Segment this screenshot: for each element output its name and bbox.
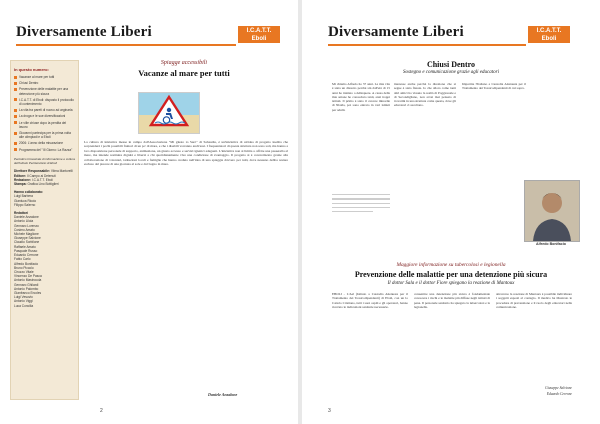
toc-item-label: La vita tra pareti di nuovo ad arginarla (19, 108, 73, 113)
staff-label: Stampa: (14, 182, 28, 187)
masthead-title: Diversamente Liberi (16, 24, 152, 40)
toc-item-label: Le ville chiuse dopo la perdita del lavoro (19, 120, 67, 129)
person-name: Cosimo Amato (14, 227, 35, 232)
bullet-square-icon (14, 98, 17, 101)
masthead-right (302, 22, 600, 50)
person-name: Vincenzo De Pasca (14, 274, 42, 279)
toc-item (14, 81, 75, 85)
signature-1: Giuseppe Salvione (545, 386, 572, 390)
badge-line-1-right: I.C.A.T.T. (536, 28, 562, 34)
icatt-badge-right (528, 26, 570, 43)
left-page (0, 0, 298, 424)
section-subtitle: Sostegno e comunicazione grazie agli educatori (403, 70, 499, 75)
bullet-square-icon (14, 142, 17, 145)
editors-list (14, 215, 75, 307)
toc-item-label: 2006: L'anno della misurazione (19, 141, 64, 146)
staff-row (14, 182, 75, 186)
bullet-square-icon (14, 82, 17, 85)
bullet-square-icon (14, 115, 17, 118)
toc-item (14, 98, 75, 106)
badge-line-1: I.C.A.T.T. (246, 28, 272, 34)
article-headline: Vacanze al mare per tutti (138, 68, 230, 78)
photo-caption: Alfredo Bonifacio (536, 242, 566, 246)
staff-label: Editore: (14, 173, 27, 178)
col1-text-fill (332, 194, 390, 215)
sidebar-heading: In questo numero: (14, 67, 49, 72)
article2-headline: Prevenzione delle malattie per una detenzione più sicura (354, 270, 548, 279)
prevention-col-1: EBOLI - L'Asl (Istituto a Custodia Attenuata per il Trattamento dei Tossicodipendenti) di Eboli, con un lo Cattolo Cristiano, tutti i suoi ospiti e gli operatori, hanno ricevuto le indicazioni sanitarie necessarie. (332, 292, 408, 309)
person-name: Bruno Piccolo (14, 265, 34, 270)
chiusi-col-2: interesse anche perché la direzione che si segue è stata fissata. Io che allora come tanti altri amici ho vissuto la realtà di Poggioreale e di Secondigliano, non avrei mai pensato di trovarmi in una struttura come questa, dove gli educatori ci ascoltano. (394, 82, 456, 108)
article2-subhead: Il dottor Sala e il dottor Fiore spiegano la reazione di Mantoux (387, 281, 515, 286)
staff-label: Direttore Responsabile: (14, 169, 51, 174)
toc-item (14, 75, 75, 79)
article-byline: Daniele Anzalone (208, 392, 238, 397)
person-name: Antonio Mastrocola (14, 278, 42, 283)
staff-label: Redazione: (14, 177, 32, 182)
article-body: La cultura di iniziative messe in campo dall'Associazione "Mi giusto io Sarò" di Sabaudia, è un'iniziativa di un'idea di progetto inedita che sorprenderà i pochi possibili fruitori di un po' di mare, e che i disabili vorranno anch'essi. I frequentatori di questa struttura non sono soli, ma hanno a loro disposizione personale di supporto, animazione, un giusto accesso e servizi igienici adeguati. L'iniziativa non si limita a offrire una passerella al mare, ma intende restituire dignità e libertà a chi quotidianamente vive una condizione di svantaggio. Il progetto si è concretizzato grazie alla collaborazione di volontari, istituzioni locali e famiglie che hanno creduto nell'idea di una spiaggia davvero per tutti, dove nessuno debba restare escluso dal piacere di una giornata al sole e dal bagno in mare. (84, 140, 288, 167)
person-name: Claudio Sorbilone (14, 240, 40, 245)
person-name: Luca Concilia (14, 303, 34, 308)
icatt-badge (238, 26, 280, 43)
masthead-title-right: Diversamente Liberi (328, 24, 464, 40)
right-page (302, 0, 600, 424)
person-name: Antonio Viggi (14, 299, 33, 304)
chiusi-col-3: Impartire l'Italiano a Custodia Attenuata per il Trattamento dei Tossicodipendenti di cui sopra. (462, 82, 526, 91)
article-kicker: Spiagge accessibili (160, 60, 208, 66)
person-name: Gianluca Riccio (14, 198, 37, 203)
contributors-heading: Hanno collaborato: (14, 190, 44, 195)
toc-item-label: Prevenzione delle malattie per una detenzione più sicura (19, 87, 69, 96)
person-name: Pasquale Russo (14, 248, 38, 253)
masthead-rule (16, 44, 236, 46)
article2-kicker: Maggiore informazione su tubercolosi e legionella (396, 262, 506, 268)
toc-item (14, 87, 75, 95)
contributors-list (14, 194, 75, 207)
toc-item-label: La droga e le sue diversificazioni (19, 114, 66, 119)
chiusi-col-1: Mi chiamo Alfredo ho 37 anni. La mia vita è stata un disastro perché sin dall'età di 15 anni ho iniziato a delinquere. A causa della mia azione ho conosciuto tanti, anzi troppi istituti. Il primo è stato il carcere minorile di Nisida, poi sono entrato in vari istituti per adulti. (332, 82, 390, 112)
toc-item (14, 141, 75, 145)
page-number-right: 3 (328, 408, 331, 414)
person-name: Michele Maglione (14, 232, 39, 237)
masthead-left (0, 22, 298, 50)
person-name: Gianfranco Ercoles (14, 290, 42, 295)
toc-item-label: Giovanni partecipa per la prima volta alle olimpiadi e a Eboli (19, 131, 71, 140)
section-title: Chiusi Dentro (426, 60, 476, 69)
badge-line-2: Eboli (251, 36, 267, 42)
prevention-col-3: attraverso la reazione di Mantoux è possibile individuare i soggetti esposti al contagio. Il medico ha illustrato le procedure di prevenzione e il ruolo degli educatori nella comunicazione. (496, 292, 572, 309)
staff-value: Il Campo ai Detenuti (26, 173, 56, 178)
author-photo (524, 180, 580, 242)
publication-note: Periodico trimestrale di informazione e cultura dell'Istituto Penitenziario di Eboli (14, 156, 75, 165)
staff-value: Grafica Lino Bottiglieri (27, 182, 59, 187)
toc-item-label: Programma del "III Giorno: La Razza" (19, 147, 73, 152)
person-name: Antonio Palombo (14, 286, 39, 291)
person-name: Eduardo Cerrone (14, 253, 39, 258)
person-name: Raffaele Amato (14, 244, 36, 249)
toc-item (14, 121, 75, 129)
person-name: Daniele Anzalone (14, 215, 39, 220)
toc-item (14, 131, 75, 139)
signature-2: Eduardo Cerrone (546, 392, 572, 396)
person-name: Ciruzzo Vitale (14, 269, 34, 274)
toc-item-label: Chiusi Dentro (19, 81, 39, 86)
toc-item-label: Vacanze al mare per tutti (19, 75, 55, 79)
toc-item-label: I.C.A.T.T. di Eboli: disposto il protocollo di contenimento (19, 97, 74, 107)
person-name: Gennaro Lorenzo (14, 223, 39, 228)
person-name: Luigi Vesuvio (14, 295, 33, 300)
person-name: Filippo Salerno (14, 202, 36, 207)
staff-value: I.C.A.T.T. Eboli (31, 177, 53, 182)
person-name: Luigi Barbera (14, 194, 33, 199)
person-name: Gennaro Ghilardi (14, 282, 39, 287)
masthead-rule-right (328, 44, 526, 46)
sidebar-contents (10, 60, 79, 400)
bullet-square-icon (14, 76, 17, 79)
page-number-left: 2 (100, 408, 103, 414)
beach-accessibility-sign-image (138, 92, 200, 134)
bullet-square-icon (14, 132, 17, 135)
person-name: Antonio Liloia (14, 219, 34, 224)
bullet-square-icon (14, 88, 17, 91)
bullet-square-icon (14, 121, 17, 124)
person-name: Fabio Carlo (14, 257, 31, 262)
prevention-col-2: consentire una detenzione più sicura è fondamentale conoscere i rischi e le malattie più diffuse negli istituti di pena. Il personale sanitario ha spiegato la tubercolosi e la legionella. (414, 292, 490, 309)
staff-value: Vilma Martorelli (50, 169, 73, 174)
bullet-square-icon (14, 109, 17, 112)
toc-item (14, 148, 75, 152)
toc-item (14, 108, 75, 112)
toc-list (14, 75, 75, 152)
person-name: Alfredo Bonifacio (14, 261, 39, 266)
bullet-square-icon (14, 148, 17, 151)
editors-heading: Redattori (14, 211, 28, 216)
person-name: Giuseppe Salvione (14, 236, 41, 241)
staff-list (14, 169, 75, 186)
badge-line-2-right: Eboli (541, 36, 557, 42)
toc-item (14, 114, 75, 118)
